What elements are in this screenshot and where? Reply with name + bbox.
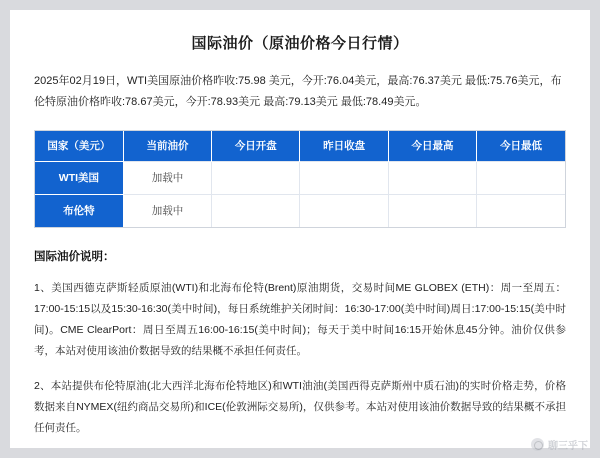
column-header-prev-close: 昨日收盘: [300, 131, 388, 162]
table-header-row: [35, 131, 565, 162]
watermark-logo-icon: [531, 438, 544, 451]
table-row: [35, 194, 565, 227]
cell-wti-low: [477, 161, 565, 194]
watermark-label: 聊三乎下: [548, 441, 588, 452]
cell-brent-low: [477, 194, 565, 227]
column-header-today-open: 今日开盘: [212, 131, 300, 162]
row-label-wti: WTI美国: [35, 161, 123, 194]
section-title-explanation: 国际油价说明：: [34, 250, 115, 263]
explanation-paragraph-2: 2、本站提供布伦特原油(北大西洋北海布伦特地区)和WTI油油(美国西得克萨斯州中质石油)的实时价格走势，价格数据来自NYMEX(纽约商品交易所)和ICE(伦敦洲际交易所)，仅供参考。本站对使用该油价数据导致的结果概不承担任何责任。: [34, 379, 566, 434]
explanation-paragraph-1: 1、美国西德克萨斯轻质原油(WTI)和北海布伦特(Brent)原油期货，交易时间ME GLOBEX (ETH)：周一至周五：17:00-15:15以及15:30-16:30(美中时间)，每日系统维护关闭时间：16:30-17:00(美中时间)周日:17:00-15:15(美中时间)。CME ClearPort：周日至周五16:00-16:15(美中时间)；每天于美中时间16:15开始休息45分钟。油价仅供参考，本站对使用该油价数据导致的结果概不承担任何责任。: [34, 281, 566, 357]
column-header-today-low: 今日最低: [477, 131, 565, 162]
cell-brent-prev-close: [300, 194, 388, 227]
table-row: [35, 161, 565, 194]
article-sheet: [10, 10, 590, 448]
table-header: [35, 131, 565, 162]
column-header-current-price: 当前油价: [123, 131, 211, 162]
oil-price-table: [35, 131, 565, 227]
cell-brent-high: [388, 194, 476, 227]
page-title: 国际油价（原油价格今日行情）: [191, 35, 409, 52]
cell-brent-current: 加载中: [123, 194, 211, 227]
oil-price-table-container: [34, 130, 566, 228]
cell-wti-high: [388, 161, 476, 194]
watermark: [531, 437, 588, 452]
column-header-today-high: 今日最高: [388, 131, 476, 162]
column-header-country: 国家（美元）: [35, 131, 123, 162]
cell-brent-open: [212, 194, 300, 227]
cell-wti-open: [212, 161, 300, 194]
cell-wti-current: 加载中: [123, 161, 211, 194]
table-body: [35, 161, 565, 227]
intro-paragraph: 2025年02月19日，WTI美国原油价格昨收:75.98 美元，今开:76.04美元，最高:76.37美元 最低:75.76美元，布伦特原油价格昨收:78.67美元，今开:78.93美元 最高:79.13美元 最低:78.49美元。: [34, 75, 562, 109]
row-label-brent: 布伦特: [35, 194, 123, 227]
cell-wti-prev-close: [300, 161, 388, 194]
